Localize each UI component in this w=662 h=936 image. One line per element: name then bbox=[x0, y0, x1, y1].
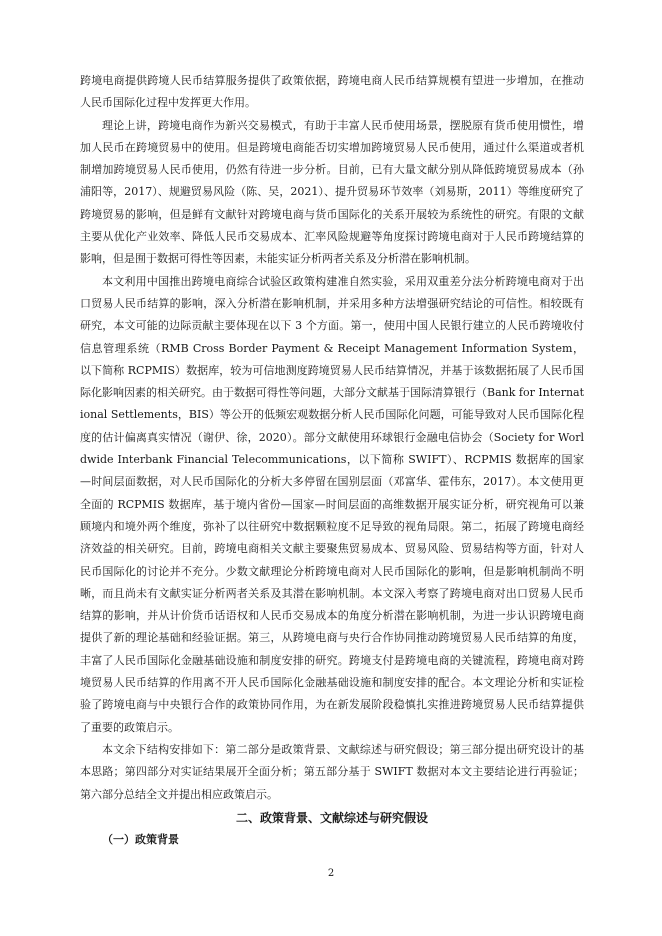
subsection-heading: （一）政策背景 bbox=[102, 832, 179, 846]
page-number: 2 bbox=[327, 868, 335, 879]
paragraph-contributions: 本文利用中国推出跨境电商综合试验区政策构建准自然实验，采用双重差分法分析跨境电商对于出口贸易人民币结算的影响，深入分析潜在影响机制，并采用多种方法增强研究结论的可信性。相较既有研究，本文可能的边际贡献主要体现在以下 3 个方面。第一，使用中国人民银行建立的人民币跨境收付信息管理系统（RMB Cross Border Payment & Receipt Management Information System，以下简称 RCPMIS）数据库，较为可信地测度跨境贸易人民币结算情况，并基于该数据拓展了人民币国际化影响因素的相关研究。由于数据可得性等问题，大部分文献基于国际清算银行（Bank for International Settlements，BIS）等公开的低频宏观数据分析人民币国际化问题，可能导致对人民币国际化程度的估计偏离真实情况（谢伊、徐，2020）。部分文献使用环球银行金融电信协会（Society for Worldwide Interbank Financial Telecommunications，以下简称 SWIFT）、RCPMIS 数据库的国家—时间层面数据，对人民币国际化的分析大多停留在国别层面（邓富华、霍伟东，2017）。本文使用更全面的 RCPMIS 数据库，基于境内省份—国家—时间层面的高维数据开展实证分析，研究视角可以兼顾境内和境外两个维度，弥补了以往研究中数据颗粒度不足导致的视角局限。第二，拓展了跨境电商经济效益的相关研究。目前，跨境电商相关文献主要聚焦贸易成本、贸易风险、贸易结构等方面，针对人民币国际化的讨论并不充分。少数文献理论分析跨境电商对人民币国际化的影响，但是影响机制尚不明晰，而且尚未有文献实证分析两者关系及其潜在影响机制。本文深入考察了跨境电商对出口贸易人民币结算的影响，并从计价货币话语权和人民币交易成本的角度分析潜在影响机制，为进一步认识跨境电商提供了新的理论基础和经验证据。第三，从跨境电商与央行合作协同推动跨境贸易人民币结算的角度，丰富了人民币国际化金融基础设施和制度安排的研究。跨境支付是跨境电商的关键流程，跨境电商对跨境贸易人民币结算的作用离不开人民币国际化金融基础设施和制度安排的配合。本文理论分析和实证检验了跨境电商与中央银行合作的政策协同作用，为在新发展阶段稳慎扎实推进跨境贸易人民币结算提供了重要的政策启示。 bbox=[80, 274, 585, 734]
body-text bbox=[80, 70, 584, 851]
paragraph-theory: 理论上讲，跨境电商作为新兴交易模式，有助于丰富人民币使用场景，摆脱原有货币使用惯性，增加人民币在跨境贸易中的使用。但是跨境电商能否切实增加跨境贸易人民币使用，通过什么渠道或者机制增加跨境贸易人民币使用，仍然有待进一步分析。目前，已有大量文献分别从降低跨境贸易成本（孙浦阳等，2017）、规避贸易风险（陈、吴，2021）、提升贸易环节效率（刘易斯，2011）等维度研究了跨境贸易的影响，但是鲜有文献针对跨境电商与货币国际化的关系开展较为系统性的研究。有限的文献主要从优化产业效率、降低人民币交易成本、汇率风险规避等角度探讨跨境电商对于人民币跨境结算的影响，但是囿于数据可得性等因素，未能实证分析两者关系及分析潜在影响机制。 bbox=[80, 118, 584, 266]
paragraph-continuation: 跨境电商提供跨境人民币结算服务提供了政策依据，跨境电商人民币结算规模有望进一步增加，在推动人民币国际化过程中发挥更大作用。 bbox=[80, 74, 584, 110]
section-heading: 二、政策背景、文献综述与研究假设 bbox=[235, 810, 428, 825]
paragraph-structure: 本文余下结构安排如下：第二部分是政策背景、文献综述与研究假设；第三部分提出研究设计的基本思路；第四部分对实证结果展开全面分析；第五部分基于 SWIFT 数据对本文主要结论进行再验证；第六部分总结全文并提出相应政策启示。 bbox=[80, 742, 584, 801]
